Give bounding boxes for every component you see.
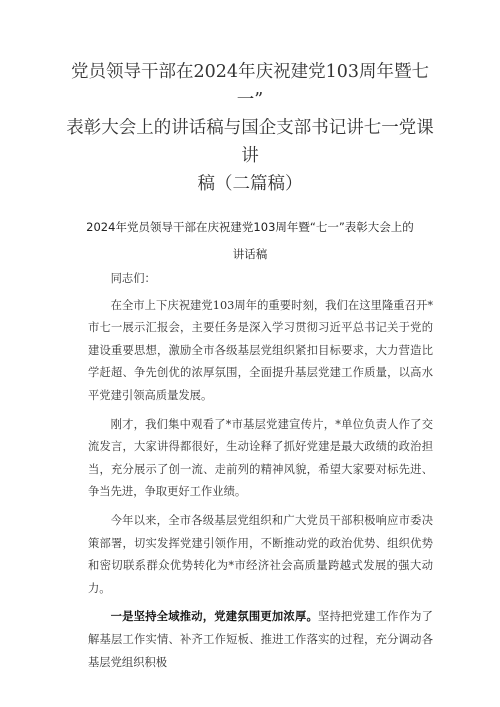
speech-title-line-2: 讲话稿: [232, 247, 268, 261]
numbered-point-heading: 一是坚持全域推动，党建氛围更加浓厚。: [110, 610, 318, 624]
document-title-line-3: 稿（二篇稿）: [197, 174, 303, 194]
body-paragraph-2: 刚才，我们集中观看了*市基层党建宣传片，*单位负责人作了交流发言，大家讲得都很好，生动诠释了抓好党建是最大政绩的政治担当，充分展示了创一流、走前列的精神风貌，希望大家要对标先进、争当先进，争取更好工作业绩。: [88, 417, 433, 499]
salutation: 同志们：: [110, 272, 156, 285]
speech-body: [88, 268, 433, 680]
document-title: [60, 58, 440, 198]
speech-title: [80, 214, 420, 268]
speech-title-line-1: 2024年党员领导干部在庆祝建党103周年暨“七一”表彰大会上的: [86, 220, 414, 234]
numbered-point-1: [88, 606, 433, 674]
numbered-point-text: 坚持把党建工作作为了解基层工作实情、补齐工作短板、推进工作落实的过程，充分调动各基层党组织积极: [88, 610, 433, 669]
document-title-line-1: 党员领导干部在2024年庆祝建党103周年暨七一”: [71, 62, 429, 110]
body-paragraph-1: 在全市上下庆祝建党103周年的重要时刻，我们在这里隆重召开*市七一展示汇报会，主要任务是深入学习贯彻习近平总书记关于党的建设重要思想，激励全市各级基层党组织紧扣目标要求，大力营造比学赶超、争先创优的浓厚氛围，全面提升基层党建工作质量，以高水平党建引领高质量发展。: [88, 298, 433, 402]
body-paragraph-3: 今年以来，全市各级基层党组织和广大党员干部积极响应市委决策部署，切实发挥党建引领作用，不断推动党的政治优势、组织优势和密切联系群众优势转化为*市经济社会高质量跨越式发展的强大动力。: [88, 513, 433, 595]
document-title-line-2: 表彰大会上的讲话稿与国企支部书记讲七一党课讲: [66, 118, 434, 166]
